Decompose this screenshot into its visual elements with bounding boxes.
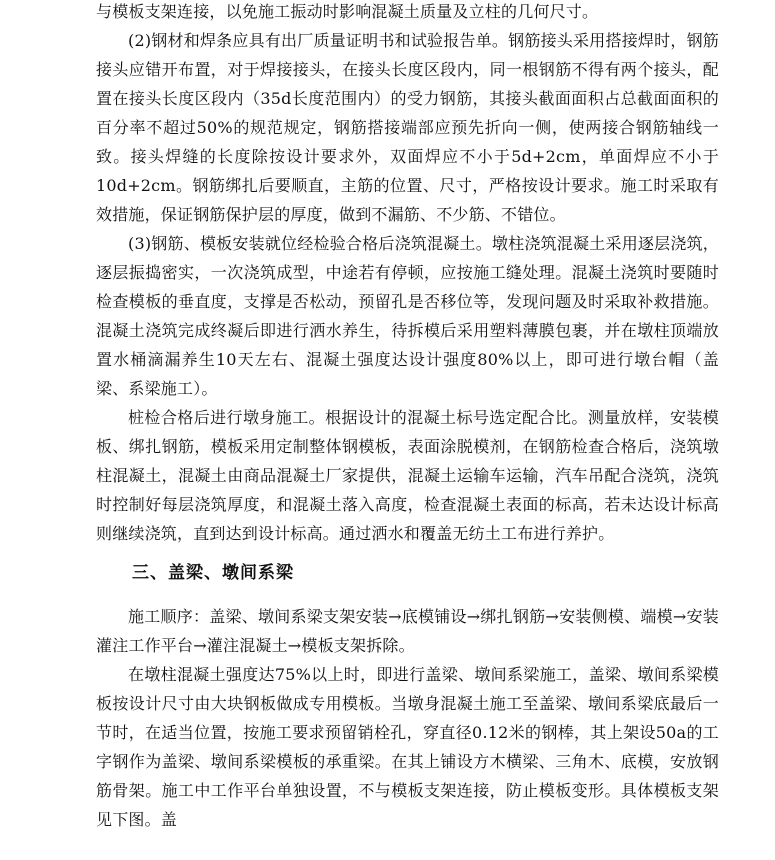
- section-heading: 三、盖梁、墩间系梁: [132, 563, 294, 583]
- paragraph-continuation: 与模板支架连接，以免施工振动时影响混凝土质量及立柱的几何尺寸。: [96, 2, 599, 21]
- paragraph-pier-construction: 桩检合格后进行墩身施工。根据设计的混凝土标号选定配合比。测量放样，安装模板、绑扎钢筋，模板采用定制整体钢模板，表面涂脱模剂，在钢筋检查合格后，浇筑墩柱混凝土，混凝土由商品混凝土厂家提供，混凝土运输车运输，汽车吊配合浇筑，浇筑时控制好每层浇筑厚度，和混凝土落入高度，检查混凝土表面的标高，若未达设计标高则继续浇筑，直到达到设计标高。通过洒水和覆盖无纺土工布进行养护。: [96, 408, 719, 543]
- paragraph-concrete-pouring: (3)钢筋、模板安装就位经检验合格后浇筑混凝土。墩柱浇筑混凝土采用逐层浇筑，逐层振捣密实，一次浇筑成型，中途若有停顿，应按施工缝处理。混凝土浇筑时要随时检查模板的垂直度，支撑是否松动，预留孔是否移位等，发现问题及时采取补救措施。混凝土浇筑完成终凝后即进行洒水养生，待拆模后采用塑料薄膜包裹，并在墩柱顶端放置水桶滴漏养生10天左右、混凝土强度达设计强度80%以上，即可进行墩台帽（盖梁、系梁施工）。: [96, 234, 719, 398]
- paragraph-construction-sequence: 施工顺序：盖梁、墩间系梁支架安装→底模铺设→绑扎钢筋→安装侧模、端模→安装灌注工作平台→灌注混凝土→模板支架拆除。: [96, 607, 719, 655]
- paragraph-cap-beam-construction: 在墩柱混凝土强度达75%以上时，即进行盖梁、墩间系梁施工，盖梁、墩间系梁模板按设计尺寸由大块钢板做成专用模板。当墩身混凝土施工至盖梁、墩间系梁底最后一节时，在适当位置，按施工要求预留销栓孔，穿直径0.12米的钢棒，其上架设50a的工字钢作为盖梁、墩间系梁模板的承重梁。在其上铺设方木横梁、三角木、底模，安放钢筋骨架。施工中工作平台单独设置，不与模板支架连接，防止模板变形。具体模板支架见下图。盖: [96, 665, 719, 829]
- paragraph-steel-welding: (2)钢材和焊条应具有出厂质量证明书和试验报告单。钢筋接头采用搭接焊时，钢筋接头应错开布置，对于焊接接头，在接头长度区段内，同一根钢筋不得有两个接头，配置在接头长度区段内（35d长度范围内）的受力钢筋，其接头截面面积占总截面面积的百分率不超过50%的规范规定，钢筋搭接端部应预先折向一侧，使两接合钢筋轴线一致。接头焊缝的长度除按设计要求外，双面焊应不小于5d+2cm，单面焊应不小于10d+2cm。钢筋绑扎后要顺直，主筋的位置、尺寸，严格按设计要求。施工时采取有效措施，保证钢筋保护层的厚度，做到不漏筋、不少筋、不错位。: [96, 31, 719, 224]
